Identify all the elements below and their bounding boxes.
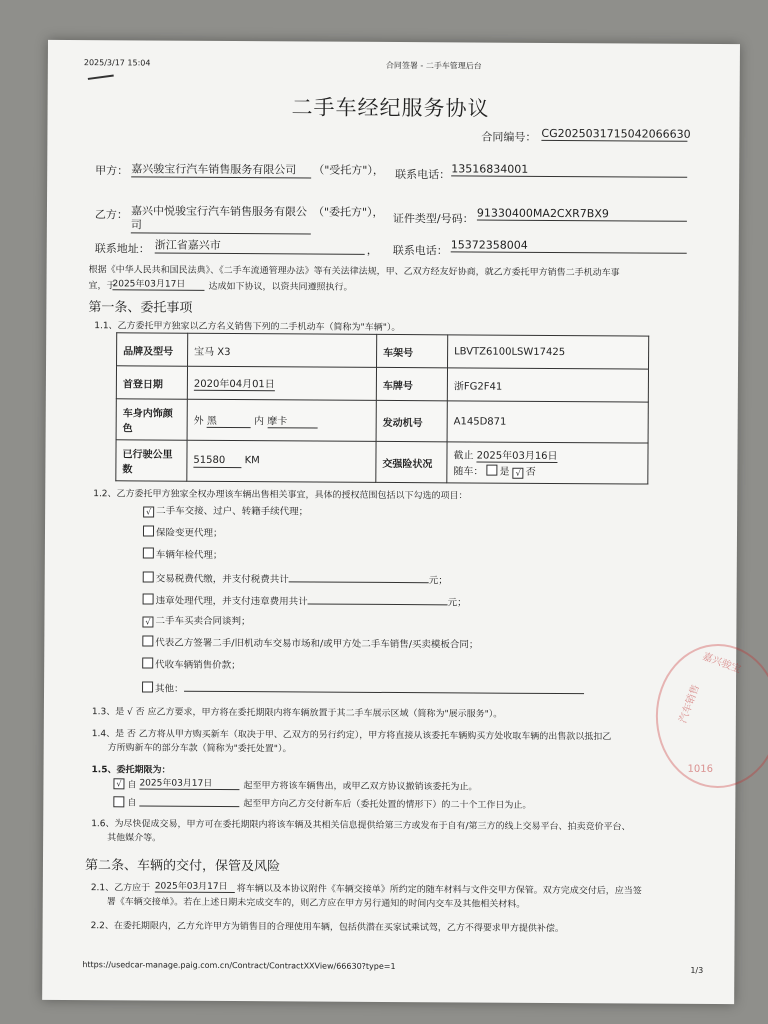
table-row [116,366,648,402]
article-1-4-line-2: 方所购新车的部分车款（简称为"委托处置"）。 [107,743,292,755]
option-label: 代收车辆销售价款； [155,659,241,672]
option-checkbox[interactable] [143,571,154,582]
option-checkbox[interactable] [142,657,153,668]
intro-line-2-suffix: 达成如下协议，以资共同遵照执行。 [208,281,353,293]
reg-date-label: 首登日期 [116,366,187,399]
insurance-follow: 随车： [453,466,484,478]
authorization-option [143,546,223,560]
print-site-title: 合同签署 - 二手车管理后台 [385,60,482,71]
authorization-option [142,656,241,671]
engine-label: 发动机号 [376,400,447,441]
option-blank[interactable] [184,679,584,694]
authorization-option [143,568,448,586]
brand-label: 品牌及型号 [117,333,188,366]
insurance-no-label: 否 [525,466,536,478]
party-a-phone: 13516834001 [451,162,687,177]
vehicle-table [115,332,649,484]
address: 浙江省嘉兴市 [155,237,365,255]
brand-value: 宝马 X3 [188,333,377,367]
term-b-prefix: 自 [127,798,137,809]
address-phone: 15372358004 [451,238,687,253]
insurance-prefix: 截止 [453,450,474,462]
authorization-option [143,590,467,608]
color-int-prefix: 内 [254,416,265,428]
option-blank[interactable] [308,591,448,605]
option-checkbox[interactable] [143,547,154,558]
term-a-date: 2025年03月17日 [139,775,239,790]
party-b-id: 91330400MA2CXR7BX9 [477,207,687,222]
party-a-name: 嘉兴骏宝行汽车销售服务有限公司 [131,162,311,178]
party-a-phone-label: 联系电话： [395,168,451,182]
table-row [116,440,648,484]
option-tail: 元； [428,575,448,587]
option-label: 二手车买卖合同谈判； [155,615,251,628]
option-label: 二手车交接、过户、转籍手续代理； [156,505,309,518]
article-1-6-line-1: 1.6、为尽快促成交易，甲方可在委托期限内将该车辆及其相关信息提供给第三方或发布于自有/第三方的线上交易平台、拍卖竞价平台、 [91,819,631,833]
address-phone-label: 联系电话： [392,243,448,258]
intro-date: 2025年03月17日 [112,276,204,291]
term-a-prefix: 自 [127,780,137,791]
pen-mark [88,74,114,79]
party-b-name: 嘉兴中悦骏宝行汽车销售服务有限公司 [131,204,311,234]
term-a-checkbox[interactable]: √ [113,778,124,789]
mileage-label: 已行驶公里数 [116,440,187,481]
contract-page: 2025/3/17 15:04 合同签署 - 二手车管理后台 二手车经纪服务协议 合同编号： CG2025031715042066630 甲方： 嘉兴骏宝行汽车销售服务有限公司 （"受托方"）， 联系电话： 13516834001 乙方： 嘉兴中悦骏宝行汽车销售服务有限公司 （"委托方"）， 证件类型/号码： 91330400MA2CXR7BX9 联系地址： 浙江省嘉兴市 ， 联系电话： 15372358004 根据《中华人民共和国民法典》、《二手车流通管理办法》等有关法律法规，甲、乙双方经友好协商，就乙方委托甲方销售二手机动车事 宜，于 2025年03月17日 达成如下协议，以资共同遵照执行。 第一条、委托事项 1.1、乙方委托甲方独家以乙方名义销售下列的二手机动车（简称为"车辆"）。 品牌及型号 宝马 X3 车架号 LBVTZ6100LSW17425 首登日期 2020年04月01日 车牌号 浙FG2F41 车身内饰颜色 外 黑 内 摩卡 发动机号 A145D871 已行驶公里数 51580 KM 交强险状况 截止 2025年03月16日 随车： 是 √ 否 1.2、乙方委托甲方独家全权办理该车辆出售相关事宜，具体的授权范围包括以下勾选的项目： √ 二手车交接、过户、转籍手续代理； 保险变更代理； 车辆年检代理； 交易税费代缴，并支付税费共计 元； 违章处理代理，并支付违章费用共计 元； √ 二手车买卖合同谈判； 代表乙方签署二手/旧机动车交易市场和/或甲方处二手车销售/买卖模板合同； 代收车辆销售价款； 其他： 1.3、是 √ 否 应乙方要求，甲方将在委托期限内将车辆放置于其二手车展示区域（简称为"展示服务"）。 1.4、是 否 乙方将从甲方购买新车（取决于甲、乙双方的另行约定），甲方将直接从该委托车辆购买方处收取车辆的出售款以抵扣乙 方所购新车的部分车款（简称为"委托处置"）。 1.5、委托期限为： √ 自 2025年03月17日 起至甲方将该车辆售出，或甲乙双方协议撤销该委托为止。 自 起至甲方向乙方交付新车后（委托处置的情形下）的二十个工作日为止。 1.6、为尽快促成交易，甲方可在委托期限内将该车辆及其相关信息提供给第三方或发布于自有/第三方的线上交易平台、拍卖竞价平台、 其他媒介等。 第二条、车辆的交付，保管及风险 2.1、乙方应于 2025年03月17日 将车辆以及本协议附件《车辆交接单》所约定的随车材料与文件交甲方保管。双方完成交付后，应当签 署《车辆交接单》。若在上述日期未完成交车的，则乙方应在甲方另行通知的时间内交车及其他相关材料。 2.2、在委托期限内，乙方允许甲方为销售目的合理使用车辆，包括供潜在买家试乘试驾，乙方不得要求甲方提供补偿。 https://usedcar-manage.paig.com.cn/Contract/ContractXXView/66630?type=1 1/3 嘉兴骏宝 汽车销售 1016 [42,40,740,1004]
engine-value: A145D871 [447,401,648,443]
insurance-no-checkbox[interactable]: √ [513,468,524,479]
insurance-date: 2025年03月16日 [477,447,558,463]
authorization-option [142,678,584,697]
option-checkbox[interactable]: √ [143,506,154,517]
table-row [116,399,648,443]
footer-url[interactable]: https://usedcar-manage.paig.com.cn/Contract/ContractXXView/66630?type=1 [82,960,396,972]
option-label: 保险变更代理； [155,527,223,539]
footer-page: 1/3 [690,965,704,975]
vin-value: LBVTZ6100LSW17425 [448,335,649,369]
color-ext-prefix: 外 [193,415,204,427]
mileage-unit: KM [244,454,260,466]
party-b-label: 乙方： [94,208,128,222]
article-1-2: 1.2、乙方委托甲方独家全权办理该车辆出售相关事宜，具体的授权范围包括以下勾选的项目： [93,489,468,502]
intro-line-2-prefix: 宜，于 [88,281,116,292]
color-int: 摩卡 [267,412,317,428]
table-row [117,333,649,369]
plate-value: 浙FG2F41 [447,368,648,402]
party-b-role: （"委托方"）， [312,205,384,219]
color-label: 车身内饰颜色 [116,399,187,440]
article-1-title: 第一条、委托事项 [88,300,193,316]
reg-date-value: 2020年04月01日 [194,375,275,391]
vin-label: 车架号 [377,334,448,367]
term-b-date [139,793,239,807]
option-blank[interactable] [289,569,429,583]
insurance-yes-label: 是 [499,466,510,478]
option-label: 违章处理代理，并支付违章费用共计 [155,595,308,608]
party-b-id-label: 证件类型/号码： [392,211,474,226]
party-a-label: 甲方： [95,164,129,178]
mileage-value: 51580 [193,454,241,467]
term-b-checkbox[interactable] [113,796,124,807]
option-checkbox[interactable] [143,593,154,604]
contract-no: CG2025031715042066630 [541,126,691,141]
option-checkbox[interactable] [142,681,153,692]
authorization-option [142,634,478,650]
plate-label: 车牌号 [376,367,447,400]
authorization-option [143,524,223,538]
article-2-title: 第二条、车辆的交付，保管及风险 [84,858,281,875]
insurance-label: 交强险状况 [376,441,447,482]
address-label: 联系地址： [94,242,150,256]
option-label: 交易税费代缴，并支付税费共计 [155,573,289,586]
term-a-suffix: 起至甲方将该车辆售出，或甲乙双方协议撤销该委托为止。 [243,781,478,793]
article-1-6-line-2: 其他媒介等。 [107,833,162,844]
option-tail: 元； [447,597,467,609]
option-label: 其他： [155,683,184,695]
authorization-option [142,612,250,628]
term-b-suffix: 起至甲方向乙方交付新车后（委托处置的情形下）的二十个工作日为止。 [243,799,532,811]
option-checkbox[interactable] [142,635,153,646]
option-label: 车辆年检代理； [155,549,223,561]
company-seal: 嘉兴骏宝 汽车销售 1016 [655,644,768,789]
print-datetime: 2025/3/17 15:04 [83,58,151,68]
contract-title: 二手车经纪服务协议 [291,95,490,121]
article-1-4-line-1: 1.4、是 否 乙方将从甲方购买新车（取决于甲、乙双方的另行约定），甲方将直接从该委托车辆购买方处收取车辆的出售款以抵扣乙 [91,729,612,743]
party-a-role: （"受托方"）， [313,163,384,177]
article-2-1-prefix: 2.1、乙方应于 [90,883,151,894]
article-2-1-line-2: 署《车辆交接单》。若在上述日期未完成交车的，则乙方应在甲方另行通知的时间内交车及其他相关材料。 [106,897,526,910]
contract-no-label: 合同编号： [481,130,537,144]
color-ext: 黑 [207,412,251,428]
option-label: 代表乙方签署二手/旧机动车交易市场和/或甲方处二手车销售/买卖模板合同； [155,637,479,651]
insurance-yes-checkbox[interactable] [487,465,498,476]
article-2-2: 2.2、在委托期限内，乙方允许甲方为销售目的合理使用车辆，包括供潜在买家试乘试驾，乙方不得要求甲方提供补偿。 [90,921,564,935]
option-checkbox[interactable]: √ [142,616,153,627]
article-1-3: 1.3、是 √ 否 应乙方要求，甲方将在委托期限内将车辆放置于其二手车展示区域（简称为"展示服务"）。 [91,707,503,720]
option-checkbox[interactable] [143,525,154,536]
authorization-option [143,502,308,518]
article-1-1: 1.1、乙方委托甲方独家以乙方名义销售下列的二手机动车（简称为"车辆"）。 [94,321,401,334]
article-2-1-suffix: 将车辆以及本协议附件《车辆交接单》所约定的随车材料与文件交甲方保管。双方完成交付后，应当签 [236,884,642,897]
article-2-1-date: 2025年03月17日 [155,879,235,893]
article-1-5-title: 1.5、委托期限为： [91,765,171,776]
intro-line-1: 根据《中华人民共和国民法典》、《二手车流通管理办法》等有关法律法规，甲、乙双方经友好协商，就乙方委托甲方销售二手机动车事 [88,265,620,279]
